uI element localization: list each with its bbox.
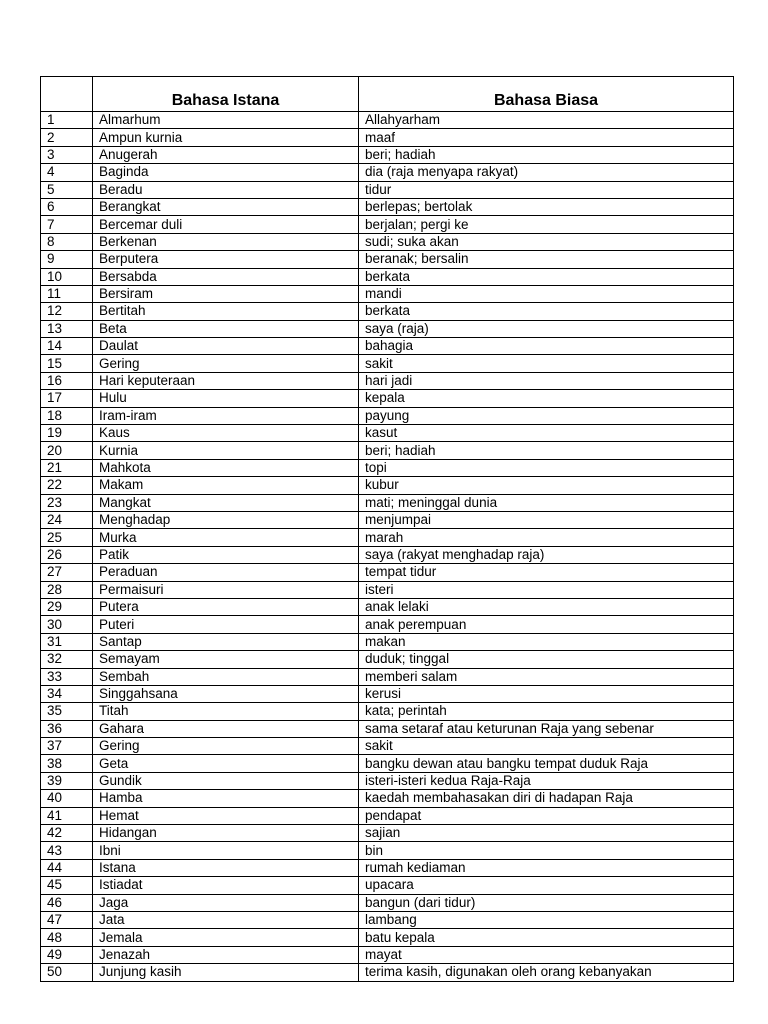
table-row bbox=[41, 529, 734, 546]
bahasa-istana-cell: Bercemar duli bbox=[93, 216, 359, 233]
bahasa-biasa-cell: bin bbox=[359, 842, 734, 859]
table-row bbox=[41, 198, 734, 215]
bahasa-istana-cell: Santap bbox=[93, 633, 359, 650]
bahasa-biasa-cell: beri; hadiah bbox=[359, 442, 734, 459]
row-number: 35 bbox=[41, 703, 93, 720]
table-row bbox=[41, 372, 734, 389]
table-row bbox=[41, 929, 734, 946]
table-row bbox=[41, 633, 734, 650]
row-number: 31 bbox=[41, 633, 93, 650]
table-row bbox=[41, 877, 734, 894]
row-number: 32 bbox=[41, 651, 93, 668]
bahasa-biasa-cell: mayat bbox=[359, 946, 734, 963]
table-row bbox=[41, 268, 734, 285]
vocabulary-table bbox=[40, 76, 734, 982]
bahasa-biasa-cell: bahagia bbox=[359, 338, 734, 355]
bahasa-biasa-cell: menjumpai bbox=[359, 511, 734, 528]
table-row bbox=[41, 581, 734, 598]
bahasa-biasa-cell: rumah kediaman bbox=[359, 859, 734, 876]
table-row bbox=[41, 112, 734, 129]
row-number: 37 bbox=[41, 738, 93, 755]
row-number: 17 bbox=[41, 390, 93, 407]
row-number: 45 bbox=[41, 877, 93, 894]
table-row bbox=[41, 233, 734, 250]
bahasa-istana-cell: Istana bbox=[93, 859, 359, 876]
bahasa-istana-cell: Jaga bbox=[93, 894, 359, 911]
bahasa-istana-cell: Murka bbox=[93, 529, 359, 546]
bahasa-biasa-cell: mati; meninggal dunia bbox=[359, 494, 734, 511]
table-row bbox=[41, 651, 734, 668]
row-number: 21 bbox=[41, 459, 93, 476]
row-number: 20 bbox=[41, 442, 93, 459]
bahasa-istana-cell: Titah bbox=[93, 703, 359, 720]
bahasa-istana-cell: Peraduan bbox=[93, 564, 359, 581]
bahasa-biasa-cell: kata; perintah bbox=[359, 703, 734, 720]
table-body bbox=[41, 112, 734, 982]
table-row bbox=[41, 842, 734, 859]
header-bahasa-biasa: Bahasa Biasa bbox=[359, 77, 734, 112]
bahasa-istana-cell: Jenazah bbox=[93, 946, 359, 963]
bahasa-biasa-cell: kaedah membahasakan diri di hadapan Raja bbox=[359, 790, 734, 807]
table-row bbox=[41, 564, 734, 581]
table-row bbox=[41, 181, 734, 198]
bahasa-istana-cell: Jemala bbox=[93, 929, 359, 946]
row-number: 29 bbox=[41, 598, 93, 615]
table-row bbox=[41, 738, 734, 755]
table-row bbox=[41, 251, 734, 268]
bahasa-istana-cell: Makam bbox=[93, 477, 359, 494]
row-number: 18 bbox=[41, 407, 93, 424]
bahasa-biasa-cell: maaf bbox=[359, 129, 734, 146]
bahasa-biasa-cell: sakit bbox=[359, 355, 734, 372]
row-number: 23 bbox=[41, 494, 93, 511]
bahasa-biasa-cell: kubur bbox=[359, 477, 734, 494]
bahasa-biasa-cell: berlepas; bertolak bbox=[359, 198, 734, 215]
bahasa-biasa-cell: Allahyarham bbox=[359, 112, 734, 129]
row-number: 16 bbox=[41, 372, 93, 389]
bahasa-biasa-cell: duduk; tinggal bbox=[359, 651, 734, 668]
bahasa-biasa-cell: sakit bbox=[359, 738, 734, 755]
row-number: 34 bbox=[41, 685, 93, 702]
bahasa-istana-cell: Kurnia bbox=[93, 442, 359, 459]
table-row bbox=[41, 390, 734, 407]
bahasa-biasa-cell: hari jadi bbox=[359, 372, 734, 389]
row-number: 48 bbox=[41, 929, 93, 946]
bahasa-biasa-cell: batu kepala bbox=[359, 929, 734, 946]
bahasa-istana-cell: Bersiram bbox=[93, 285, 359, 302]
bahasa-istana-cell: Semayam bbox=[93, 651, 359, 668]
header-number bbox=[41, 77, 93, 112]
table-row bbox=[41, 442, 734, 459]
row-number: 43 bbox=[41, 842, 93, 859]
bahasa-istana-cell: Hari keputeraan bbox=[93, 372, 359, 389]
row-number: 33 bbox=[41, 668, 93, 685]
table-row bbox=[41, 703, 734, 720]
bahasa-biasa-cell: memberi salam bbox=[359, 668, 734, 685]
bahasa-biasa-cell: saya (rakyat menghadap raja) bbox=[359, 546, 734, 563]
row-number: 36 bbox=[41, 720, 93, 737]
table-row bbox=[41, 459, 734, 476]
row-number: 26 bbox=[41, 546, 93, 563]
table-row bbox=[41, 790, 734, 807]
row-number: 7 bbox=[41, 216, 93, 233]
bahasa-biasa-cell: isteri-isteri kedua Raja-Raja bbox=[359, 772, 734, 789]
table-row bbox=[41, 164, 734, 181]
bahasa-biasa-cell: sama setaraf atau keturunan Raja yang sebenar bbox=[359, 720, 734, 737]
bahasa-biasa-cell: berkata bbox=[359, 303, 734, 320]
table-row bbox=[41, 964, 734, 981]
bahasa-istana-cell: Mangkat bbox=[93, 494, 359, 511]
bahasa-biasa-cell: payung bbox=[359, 407, 734, 424]
table-row bbox=[41, 859, 734, 876]
table-row bbox=[41, 946, 734, 963]
row-number: 49 bbox=[41, 946, 93, 963]
row-number: 42 bbox=[41, 825, 93, 842]
bahasa-istana-cell: Gering bbox=[93, 355, 359, 372]
table-row bbox=[41, 494, 734, 511]
bahasa-biasa-cell: beri; hadiah bbox=[359, 146, 734, 163]
bahasa-biasa-cell: tempat tidur bbox=[359, 564, 734, 581]
bahasa-biasa-cell: kasut bbox=[359, 425, 734, 442]
bahasa-biasa-cell: lambang bbox=[359, 911, 734, 928]
table-row bbox=[41, 425, 734, 442]
bahasa-istana-cell: Geta bbox=[93, 755, 359, 772]
bahasa-istana-cell: Baginda bbox=[93, 164, 359, 181]
table-row bbox=[41, 755, 734, 772]
bahasa-biasa-cell: topi bbox=[359, 459, 734, 476]
bahasa-biasa-cell: bangku dewan atau bangku tempat duduk Raja bbox=[359, 755, 734, 772]
bahasa-istana-cell: Bersabda bbox=[93, 268, 359, 285]
bahasa-istana-cell: Beta bbox=[93, 320, 359, 337]
row-number: 41 bbox=[41, 807, 93, 824]
bahasa-istana-cell: Daulat bbox=[93, 338, 359, 355]
row-number: 4 bbox=[41, 164, 93, 181]
table-row bbox=[41, 129, 734, 146]
row-number: 19 bbox=[41, 425, 93, 442]
bahasa-biasa-cell: berjalan; pergi ke bbox=[359, 216, 734, 233]
table-row bbox=[41, 285, 734, 302]
table-row bbox=[41, 772, 734, 789]
bahasa-biasa-cell: tidur bbox=[359, 181, 734, 198]
row-number: 22 bbox=[41, 477, 93, 494]
table-row bbox=[41, 320, 734, 337]
bahasa-biasa-cell: berkata bbox=[359, 268, 734, 285]
row-number: 12 bbox=[41, 303, 93, 320]
row-number: 1 bbox=[41, 112, 93, 129]
row-number: 39 bbox=[41, 772, 93, 789]
bahasa-istana-cell: Ampun kurnia bbox=[93, 129, 359, 146]
row-number: 47 bbox=[41, 911, 93, 928]
header-row bbox=[41, 77, 734, 112]
bahasa-biasa-cell: anak perempuan bbox=[359, 616, 734, 633]
bahasa-biasa-cell: upacara bbox=[359, 877, 734, 894]
row-number: 15 bbox=[41, 355, 93, 372]
bahasa-istana-cell: Hemat bbox=[93, 807, 359, 824]
bahasa-biasa-cell: dia (raja menyapa rakyat) bbox=[359, 164, 734, 181]
bahasa-biasa-cell: anak lelaki bbox=[359, 598, 734, 615]
table-row bbox=[41, 477, 734, 494]
bahasa-istana-cell: Hamba bbox=[93, 790, 359, 807]
bahasa-istana-cell: Sembah bbox=[93, 668, 359, 685]
row-number: 8 bbox=[41, 233, 93, 250]
bahasa-istana-cell: Patik bbox=[93, 546, 359, 563]
table-row bbox=[41, 146, 734, 163]
document-page bbox=[40, 76, 733, 982]
row-number: 30 bbox=[41, 616, 93, 633]
bahasa-biasa-cell: sudi; suka akan bbox=[359, 233, 734, 250]
bahasa-istana-cell: Junjung kasih bbox=[93, 964, 359, 981]
row-number: 27 bbox=[41, 564, 93, 581]
bahasa-biasa-cell: isteri bbox=[359, 581, 734, 598]
bahasa-biasa-cell: sajian bbox=[359, 825, 734, 842]
row-number: 14 bbox=[41, 338, 93, 355]
bahasa-biasa-cell: beranak; bersalin bbox=[359, 251, 734, 268]
table-row bbox=[41, 355, 734, 372]
bahasa-biasa-cell: kerusi bbox=[359, 685, 734, 702]
table-row bbox=[41, 616, 734, 633]
table-row bbox=[41, 511, 734, 528]
bahasa-istana-cell: Istiadat bbox=[93, 877, 359, 894]
row-number: 40 bbox=[41, 790, 93, 807]
bahasa-biasa-cell: pendapat bbox=[359, 807, 734, 824]
bahasa-istana-cell: Berkenan bbox=[93, 233, 359, 250]
table-row bbox=[41, 720, 734, 737]
table-row bbox=[41, 303, 734, 320]
bahasa-istana-cell: Almarhum bbox=[93, 112, 359, 129]
bahasa-istana-cell: Mahkota bbox=[93, 459, 359, 476]
bahasa-istana-cell: Putera bbox=[93, 598, 359, 615]
bahasa-biasa-cell: bangun (dari tidur) bbox=[359, 894, 734, 911]
table-row bbox=[41, 546, 734, 563]
table-row bbox=[41, 825, 734, 842]
row-number: 3 bbox=[41, 146, 93, 163]
row-number: 25 bbox=[41, 529, 93, 546]
bahasa-istana-cell: Berangkat bbox=[93, 198, 359, 215]
table-header bbox=[41, 77, 734, 112]
table-row bbox=[41, 807, 734, 824]
row-number: 46 bbox=[41, 894, 93, 911]
bahasa-biasa-cell: marah bbox=[359, 529, 734, 546]
row-number: 28 bbox=[41, 581, 93, 598]
table-row bbox=[41, 216, 734, 233]
table-row bbox=[41, 894, 734, 911]
table-row bbox=[41, 668, 734, 685]
row-number: 24 bbox=[41, 511, 93, 528]
bahasa-istana-cell: Gahara bbox=[93, 720, 359, 737]
bahasa-istana-cell: Kaus bbox=[93, 425, 359, 442]
bahasa-istana-cell: Berputera bbox=[93, 251, 359, 268]
bahasa-istana-cell: Gundik bbox=[93, 772, 359, 789]
bahasa-istana-cell: Beradu bbox=[93, 181, 359, 198]
table-row bbox=[41, 685, 734, 702]
row-number: 2 bbox=[41, 129, 93, 146]
bahasa-istana-cell: Bertitah bbox=[93, 303, 359, 320]
table-row bbox=[41, 338, 734, 355]
row-number: 9 bbox=[41, 251, 93, 268]
row-number: 10 bbox=[41, 268, 93, 285]
bahasa-istana-cell: Ibni bbox=[93, 842, 359, 859]
row-number: 13 bbox=[41, 320, 93, 337]
bahasa-istana-cell: Singgahsana bbox=[93, 685, 359, 702]
bahasa-istana-cell: Gering bbox=[93, 738, 359, 755]
row-number: 38 bbox=[41, 755, 93, 772]
bahasa-istana-cell: Iram-iram bbox=[93, 407, 359, 424]
bahasa-istana-cell: Permaisuri bbox=[93, 581, 359, 598]
row-number: 5 bbox=[41, 181, 93, 198]
bahasa-biasa-cell: saya (raja) bbox=[359, 320, 734, 337]
bahasa-istana-cell: Menghadap bbox=[93, 511, 359, 528]
bahasa-biasa-cell: makan bbox=[359, 633, 734, 650]
table-row bbox=[41, 911, 734, 928]
row-number: 44 bbox=[41, 859, 93, 876]
row-number: 50 bbox=[41, 964, 93, 981]
row-number: 11 bbox=[41, 285, 93, 302]
bahasa-istana-cell: Hulu bbox=[93, 390, 359, 407]
row-number: 6 bbox=[41, 198, 93, 215]
bahasa-biasa-cell: kepala bbox=[359, 390, 734, 407]
bahasa-istana-cell: Anugerah bbox=[93, 146, 359, 163]
table-row bbox=[41, 598, 734, 615]
bahasa-istana-cell: Hidangan bbox=[93, 825, 359, 842]
bahasa-biasa-cell: terima kasih, digunakan oleh orang kebanyakan bbox=[359, 964, 734, 981]
bahasa-biasa-cell: mandi bbox=[359, 285, 734, 302]
bahasa-istana-cell: Puteri bbox=[93, 616, 359, 633]
header-bahasa-istana: Bahasa Istana bbox=[93, 77, 359, 112]
table-row bbox=[41, 407, 734, 424]
bahasa-istana-cell: Jata bbox=[93, 911, 359, 928]
